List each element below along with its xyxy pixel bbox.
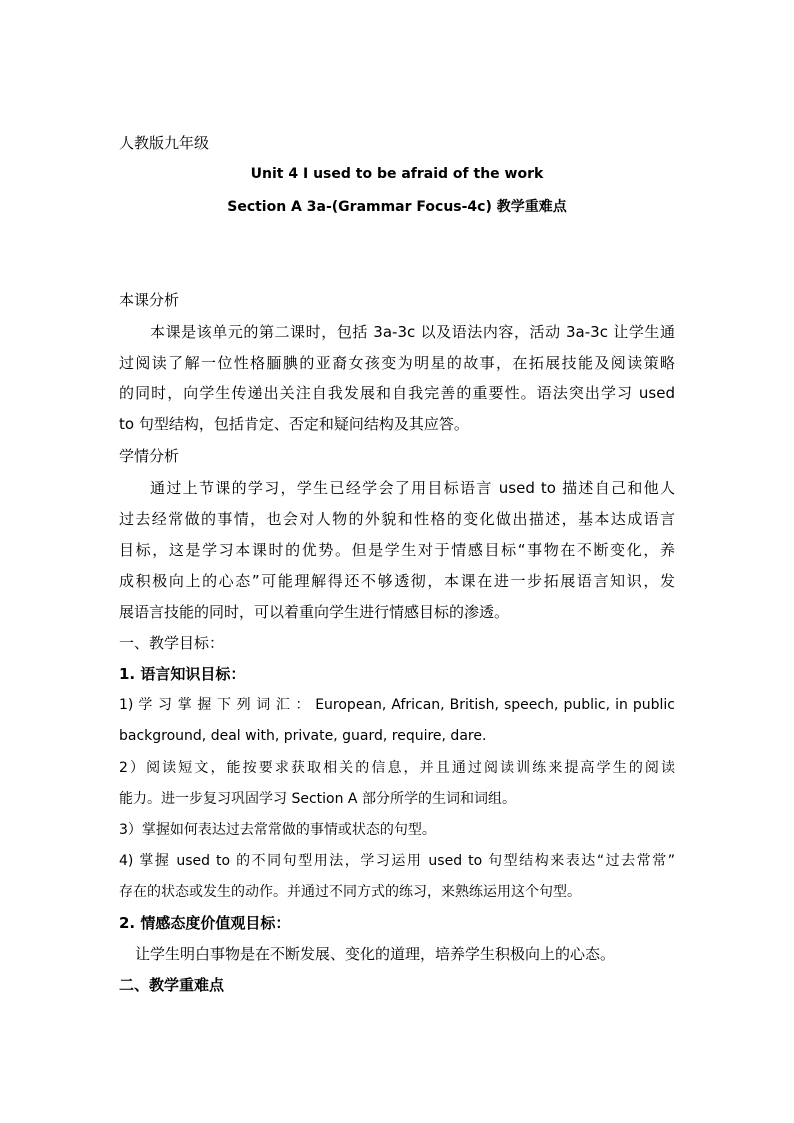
objective-item-1-line-2: background, deal with, private, guard, require, dare. — [119, 728, 487, 744]
student-analysis-line-2: 过去经常做的事情，也会对人物的外貌和性格的变化做出描述，基本达成语言 — [119, 510, 675, 528]
key-points-heading: 二、教学重难点 — [119, 976, 225, 994]
objective-item-2-line-2: 能力。进一步复习巩固学习 Section A 部分所学的生词和词组。 — [119, 791, 516, 807]
lesson-analysis-line-2: 过阅读了解一位性格腼腆的亚裔女孩变为明星的故事，在拓展技能及阅读策略 — [119, 354, 675, 372]
emotion-objectives-heading: 2. 情感态度价值观目标： — [119, 914, 291, 932]
lesson-analysis-line-1: 本课是该单元的第二课时，包括 3a-3c 以及语法内容，活动 3a-3c 让学生通 — [150, 323, 675, 341]
student-analysis-line-4: 成积极向上的心态”可能理解得还不够透彻，本课在进一步拓展语言知识，发 — [119, 572, 675, 590]
publisher-grade: 人教版九年级 — [119, 134, 210, 152]
lesson-analysis-line-3: 的同时，向学生传递出关注自我发展和自我完善的重要性。语法突出学习 used — [119, 384, 675, 402]
emotion-objectives-text: 让学生明白事物是在不断发展、变化的道理，培养学生积极向上的心态。 — [135, 945, 616, 963]
lesson-analysis-heading: 本课分析 — [119, 291, 180, 309]
objective-item-4-line-1: 4) 掌握 used to 的不同句型用法，学习运用 used to 句型结构来表达“过去常常” — [119, 853, 675, 869]
student-analysis-line-1: 通过上节课的学习，学生已经学会了用目标语言 used to 描述自己和他人 — [150, 479, 675, 497]
section-title: Section A 3a-(Grammar Focus-4c) 教学重难点 — [227, 199, 567, 215]
objective-item-3: 3）掌握如何表达过去常常做的事情或状态的句型。 — [119, 822, 436, 838]
objective-item-4-line-2: 存在的状态或发生的动作。并通过不同方式的练习，来熟练运用这个句型。 — [119, 884, 581, 900]
unit-title: Unit 4 I used to be afraid of the work — [250, 166, 544, 182]
language-objectives-heading: 1. 语言知识目标： — [119, 665, 246, 683]
student-analysis-heading: 学情分析 — [119, 447, 180, 465]
student-analysis-line-3: 目标，这是学习本课时的优势。但是学生对于情感目标“事物在不断变化，养 — [119, 541, 675, 559]
objectives-heading: 一、教学目标： — [119, 634, 225, 652]
student-analysis-line-5: 展语言技能的同时，可以着重向学生进行情感目标的渗透。 — [119, 603, 510, 621]
objective-item-1-line-1: 1) 学 习 掌 握 下 列 词 汇 ： European, African, British, speech, public, in public — [119, 697, 675, 713]
objective-item-2-line-1: 2）阅读短文，能按要求获取相关的信息，并且通过阅读训练来提高学生的阅读 — [119, 760, 675, 776]
lesson-analysis-line-4: to 句型结构，包括肯定、否定和疑问结构及其应答。 — [119, 415, 469, 433]
